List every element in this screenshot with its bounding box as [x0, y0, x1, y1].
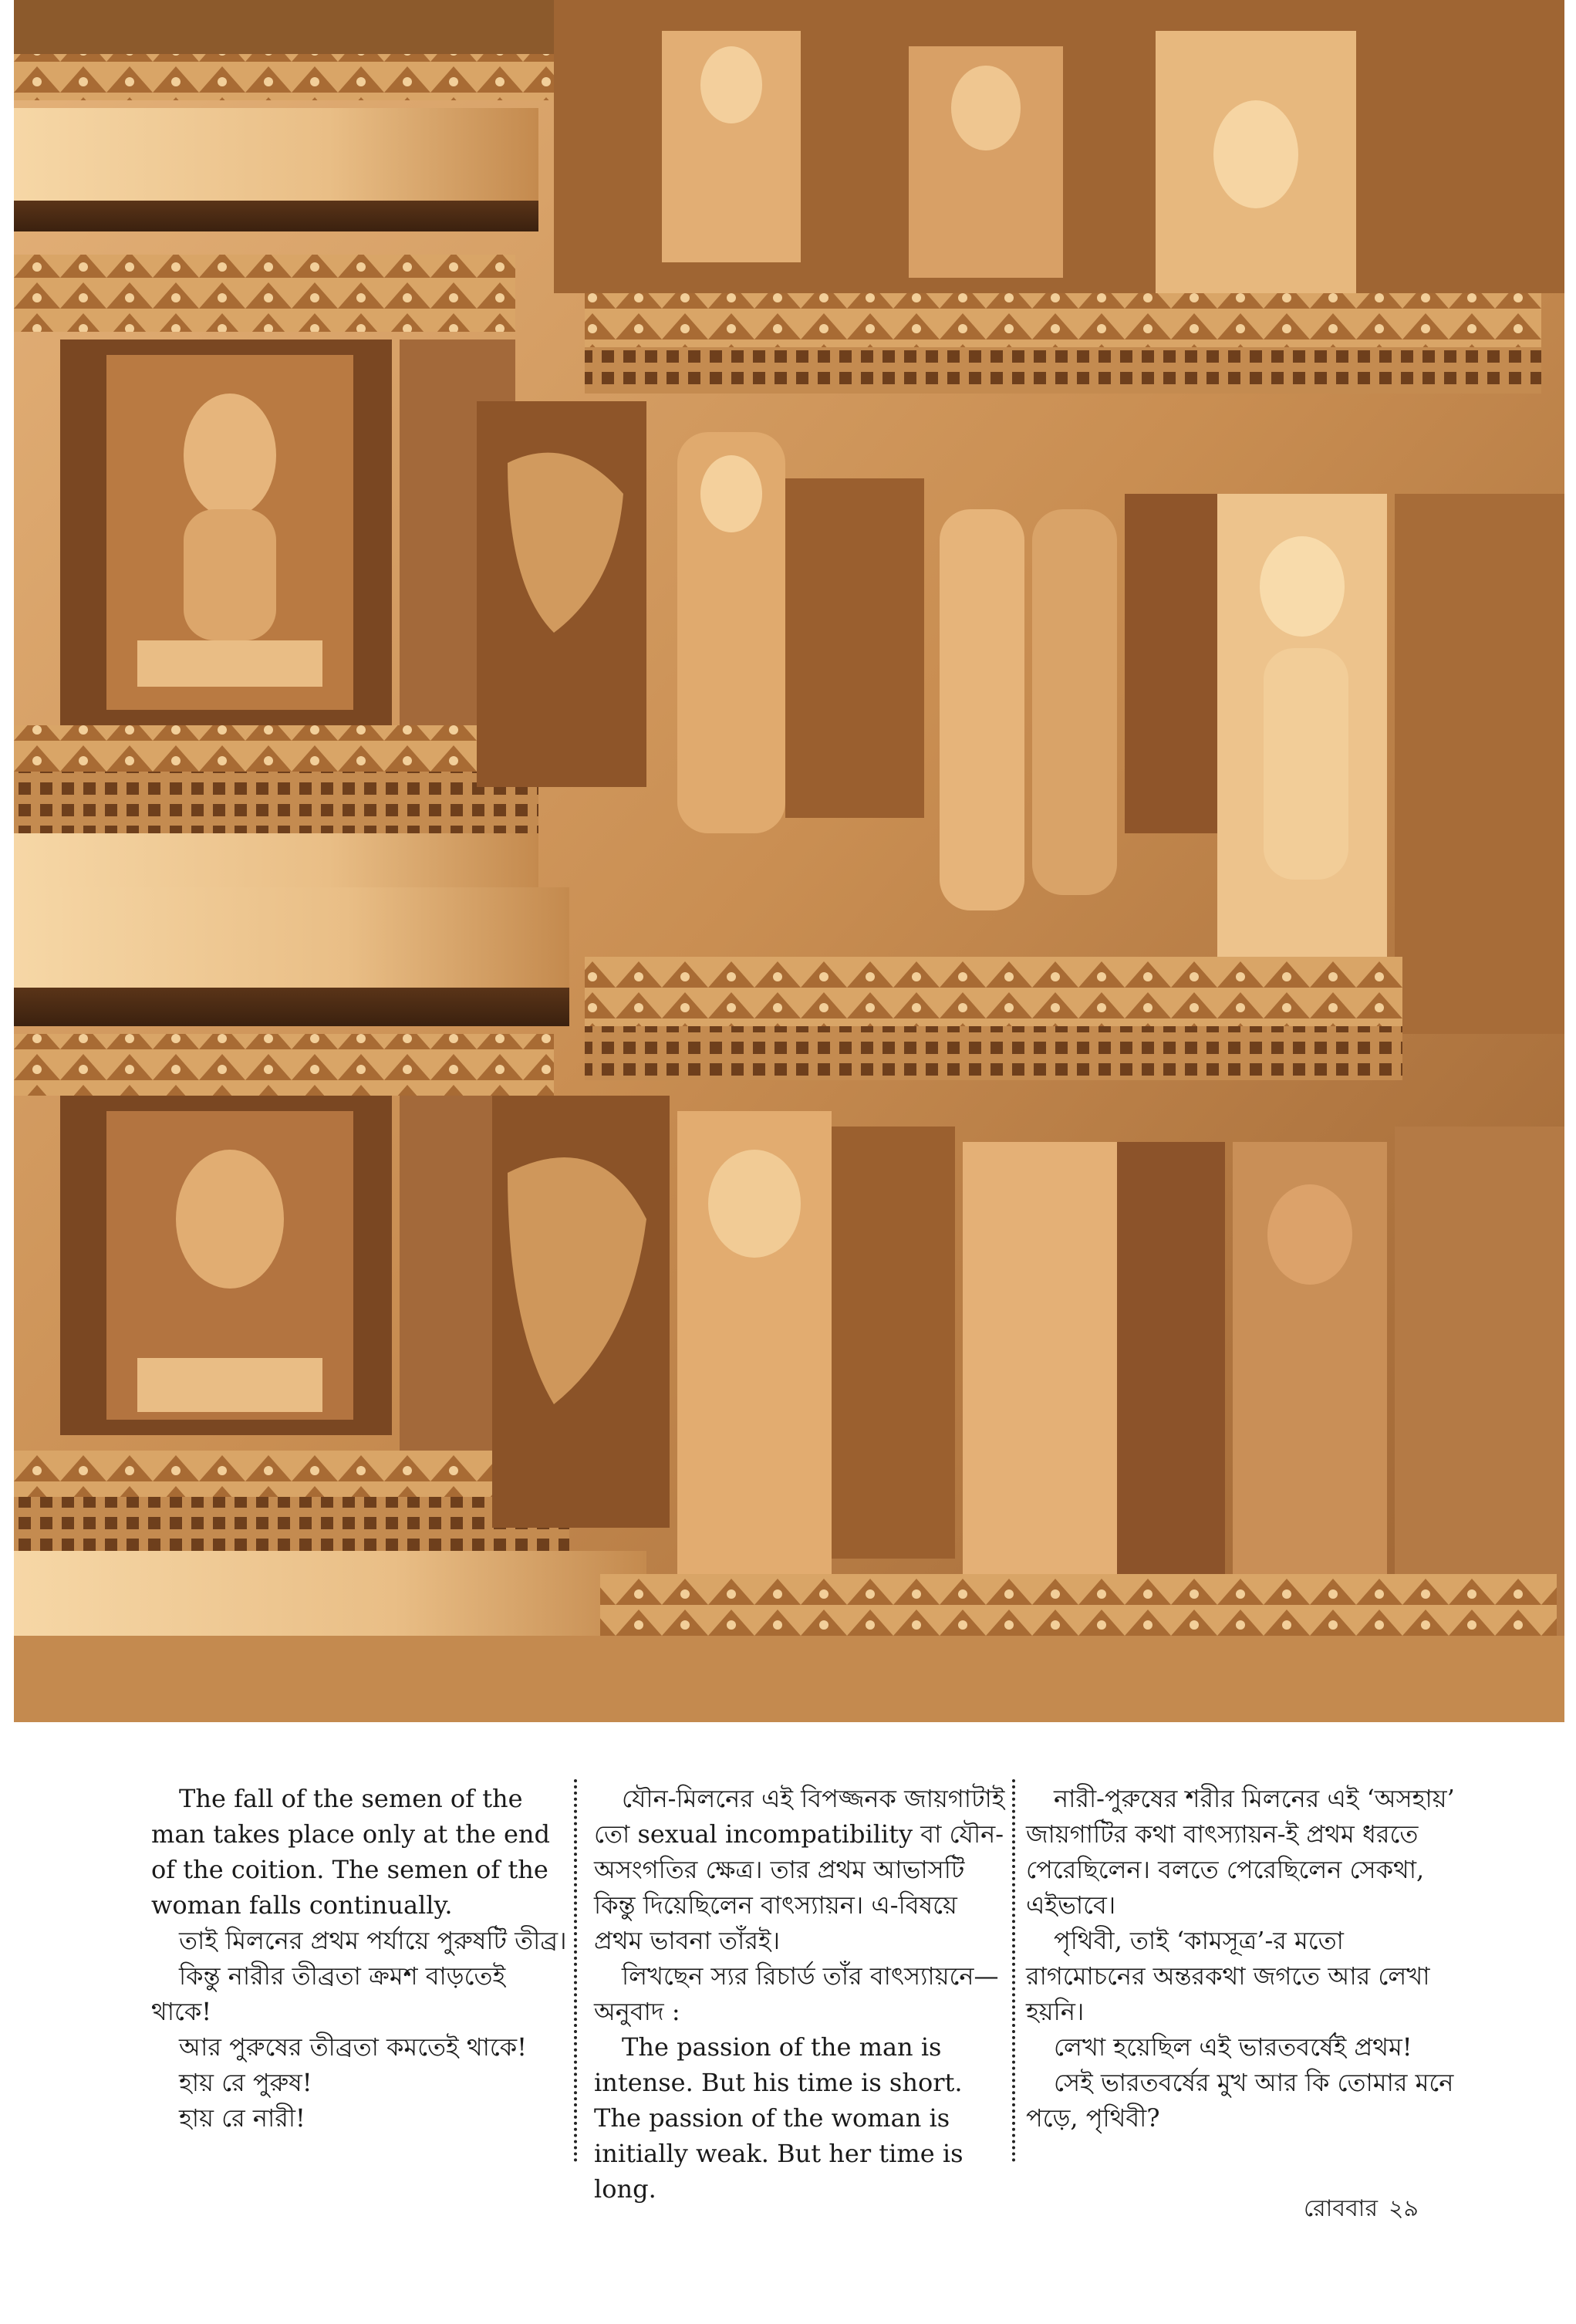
- paragraph: সেই ভারতবর্ষের মুখ আর কি তোমার মনে পড়ে, পৃথিবী?: [1026, 2068, 1454, 2133]
- text-column-1: [151, 1781, 568, 2136]
- publication-name: রোববার: [1304, 2195, 1378, 2222]
- paragraph: হায় রে নারী!: [179, 2103, 305, 2133]
- paragraph: পৃথিবী, তাই ‘কামসূত্র’-র মতো রাগমোচনের অন্তরকথা জগতে আর লেখা হয়নি।: [1026, 1926, 1430, 2026]
- column-divider: [574, 1779, 577, 2162]
- paragraph: যৌন-মিলনের এই বিপজ্জনক জায়গাটাই তো sexual incompatibility বা যৌন-অসংগতির ক্ষেত্র। তার প্রথম আভাসটি কিন্তু দিয়েছিলেন বাৎস্যায়ন। এ-বিষয়ে প্রথম ভাবনা তাঁরই।: [594, 1784, 1005, 1955]
- text-column-2: [594, 1781, 1011, 2207]
- paragraph: আর পুরুষের তীব্রতা কমতেই থাকে!: [179, 2032, 527, 2062]
- paragraph: লেখা হয়েছিল এই ভারতবর্ষেই প্রথম!: [1054, 2032, 1412, 2062]
- column-divider: [1012, 1779, 1015, 2162]
- paragraph: The fall of the semen of the man takes place only at the end of the coition. The semen of the woman falls continually.: [151, 1784, 550, 1920]
- text-column-3: [1026, 1781, 1458, 2136]
- paragraph: তাই মিলনের প্রথম পর্যায়ে পুরুষটি তীব্র।: [179, 1926, 567, 1955]
- paragraph: The passion of the man is intense. But his time is short. The passion of the woman is initially weak. But her time is long.: [594, 2032, 963, 2204]
- paragraph: হায় রে পুরুষ!: [179, 2068, 312, 2097]
- temple-carving-photo: [14, 0, 1564, 1722]
- page-number: ২৯: [1388, 2195, 1419, 2222]
- paragraph: নারী-পুরুষের শরীর মিলনের এই ‘অসহায়’ জায়গাটির কথা বাৎস্যায়ন-ই প্রথম ধরতে পেরেছিলেন। বলতে পেরেছিলেন সেকথা, এইভাবে।: [1026, 1784, 1455, 1920]
- paragraph: কিন্তু নারীর তীব্রতা ক্রমশ বাড়তেই থাকে!: [151, 1961, 506, 2026]
- page-footer: [1304, 2190, 1429, 2229]
- article-text-columns: [0, 1765, 1576, 2204]
- paragraph: লিখছেন স্যর রিচার্ড তাঁর বাৎস্যায়নে—অনুবাদ :: [594, 1961, 999, 2026]
